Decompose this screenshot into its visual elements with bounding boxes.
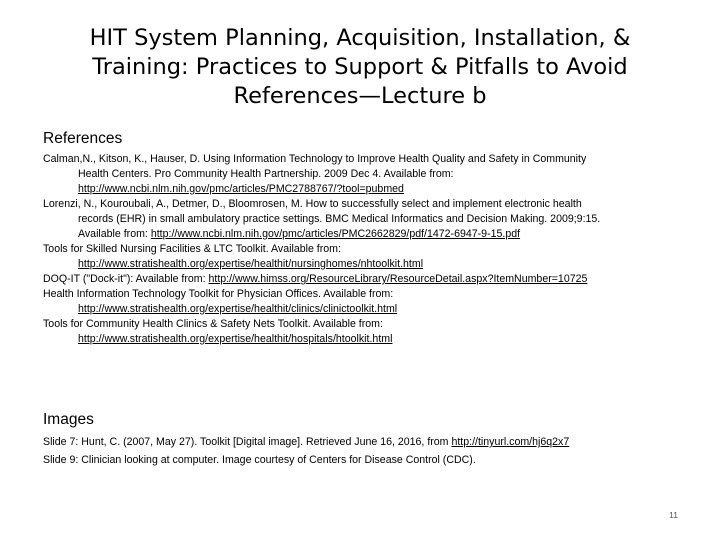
reference-text: Health Information Technology Toolkit for Physician Offices. Available from: [43,288,394,300]
references-list [43,152,683,347]
reference-entry-lorenzi [43,197,683,242]
image-credit-text: Slide 9: Clinician looking at computer. Image courtesy of Centers for Disease Control (CDC). [43,454,476,466]
reference-text: Calman,N., Kitson, K., Hauser, D. Using Information Technology to Improve Health Quality and Safety in Community [43,153,587,165]
reference-link[interactable]: http://www.ncbi.nlm.nih.gov/pmc/articles/PMC2662829/pdf/1472-6947-9-15.pdf [150,228,521,240]
images-list [43,433,683,469]
reference-entry-community-toolkit [43,317,683,347]
reference-entry-calman [43,152,683,197]
reference-text: Lorenzi, N., Kouroubali, A., Detmer, D., Bloomrosen, M. How to successfully select and implement electronic health [43,198,582,210]
page-number: 11 [669,510,678,520]
reference-text: records (EHR) in small ambulatory practice settings. BMC Medical Informatics and Decision Making. 2009;9:15. [78,213,601,225]
reference-entry-physician-toolkit [43,287,683,317]
reference-link[interactable]: http://www.himss.org/ResourceLibrary/ResourceDetail.aspx?ItemNumber=10725 [208,273,588,285]
reference-text: Tools for Community Health Clinics & Safety Nets Toolkit. Available from: [43,318,383,330]
reference-text: Tools for Skilled Nursing Facilities & LTC Toolkit. Available from: [43,243,341,255]
reference-text: DOQ-IT ("Dock-it"): Available from: [43,273,209,285]
image-credit-text: Slide 7: Hunt, C. (2007, May 27). Toolkit [Digital image]. Retrieved June 16, 2016, from [43,436,452,448]
references-heading: References [43,130,123,147]
reference-link[interactable]: http://www.stratishealth.org/expertise/healthit/nursinghomes/nhtoolkit.html [78,258,424,270]
title-line-2: Training: Practices to Support & Pitfalls to Avoid [92,54,628,80]
title-line-3: References—Lecture b [233,83,487,109]
reference-link[interactable]: http://www.ncbi.nlm.nih.gov/pmc/articles/PMC2788767/?tool=pubmed [78,183,404,195]
reference-entry-doq-it [43,272,683,287]
reference-entry-nursing-toolkit [43,242,683,272]
image-credit-link[interactable]: http://tinyurl.com/hj6q2x7 [451,436,570,448]
slide-title [40,24,680,111]
reference-link[interactable]: http://www.stratishealth.org/expertise/healthit/clinics/clinictoolkit.html [78,303,398,315]
reference-link[interactable]: http://www.stratishealth.org/expertise/healthit/hospitals/htoolkit.html [78,333,393,345]
reference-text: Available from: [78,228,151,240]
images-heading: Images [43,411,94,428]
title-line-1: HIT System Planning, Acquisition, Installation, & [89,25,631,51]
reference-text: Health Centers. Pro Community Health Partnership. 2009 Dec 4. Available from: [78,168,454,180]
